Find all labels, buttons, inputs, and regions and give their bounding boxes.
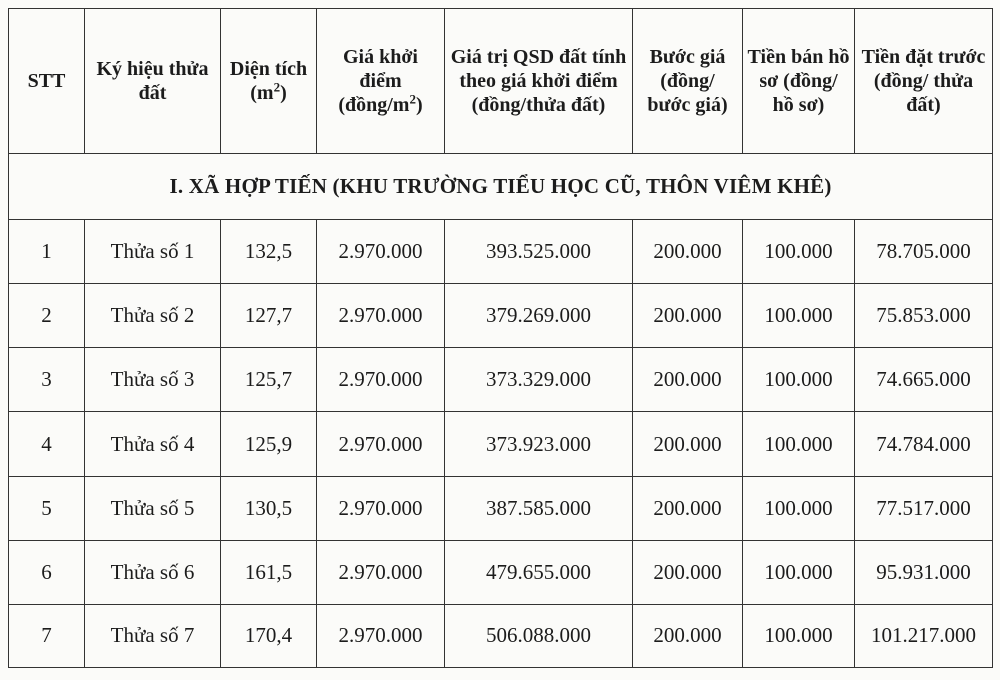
cell-gia-tri-qsd: 379.269.000: [445, 284, 633, 348]
header-row: [9, 9, 993, 154]
cell-ky-hieu: Thửa số 4: [85, 412, 221, 476]
header-dien-tich-unit: $(m^2)$: [250, 79, 287, 104]
cell-gia-khoi-diem: 2.970.000: [317, 348, 445, 412]
header-gia-khoi-diem-unit: $(đồng/m^2)$: [338, 91, 423, 116]
cell-gia-khoi-diem: 2.970.000: [317, 412, 445, 476]
table-row: [9, 348, 993, 412]
cell-gia-khoi-diem: 2.970.000: [317, 476, 445, 540]
table-row: [9, 412, 993, 476]
cell-gia-tri-qsd: 387.585.000: [445, 476, 633, 540]
cell-dien-tich: 125,9: [221, 412, 317, 476]
table-row: [9, 540, 993, 604]
cell-gia-tri-qsd: 373.329.000: [445, 348, 633, 412]
cell-tien-dat-truoc: 74.784.000: [855, 412, 993, 476]
header-ky-hieu: Ký hiệu thửa đất: [85, 9, 221, 154]
cell-ky-hieu: Thửa số 2: [85, 284, 221, 348]
header-tien-ban-ho-so: Tiền bán hồ sơ (đồng/ hồ sơ): [743, 9, 855, 154]
cell-tien-dat-truoc: 101.217.000: [855, 604, 993, 667]
cell-buoc-gia: 200.000: [633, 476, 743, 540]
cell-tien-ban-ho-so: 100.000: [743, 604, 855, 667]
cell-stt: 7: [9, 604, 85, 667]
land-auction-table: [8, 8, 993, 668]
header-stt: STT: [9, 9, 85, 154]
header-buoc-gia: Bước giá (đồng/ bước giá): [633, 9, 743, 154]
cell-tien-ban-ho-so: 100.000: [743, 476, 855, 540]
cell-tien-dat-truoc: 74.665.000: [855, 348, 993, 412]
cell-dien-tich: 127,7: [221, 284, 317, 348]
section-row: [9, 154, 993, 220]
cell-dien-tich: 125,7: [221, 348, 317, 412]
cell-dien-tich: 161,5: [221, 540, 317, 604]
cell-gia-tri-qsd: 506.088.000: [445, 604, 633, 667]
header-gia-khoi-diem-label: Giá khởi điểm: [343, 46, 418, 92]
cell-gia-khoi-diem: 2.970.000: [317, 540, 445, 604]
cell-dien-tich: 130,5: [221, 476, 317, 540]
cell-gia-khoi-diem: 2.970.000: [317, 604, 445, 667]
cell-buoc-gia: 200.000: [633, 540, 743, 604]
cell-gia-tri-qsd: 393.525.000: [445, 220, 633, 284]
header-tien-dat-truoc: Tiền đặt trước (đồng/ thửa đất): [855, 9, 993, 154]
table-row: [9, 604, 993, 667]
table-row: [9, 284, 993, 348]
cell-dien-tich: 132,5: [221, 220, 317, 284]
cell-stt: 3: [9, 348, 85, 412]
cell-gia-tri-qsd: 479.655.000: [445, 540, 633, 604]
cell-stt: 6: [9, 540, 85, 604]
cell-buoc-gia: 200.000: [633, 348, 743, 412]
cell-tien-dat-truoc: 95.931.000: [855, 540, 993, 604]
cell-tien-ban-ho-so: 100.000: [743, 284, 855, 348]
cell-ky-hieu: Thửa số 5: [85, 476, 221, 540]
cell-stt: 2: [9, 284, 85, 348]
header-gia-tri-qsd: Giá trị QSD đất tính theo giá khởi điểm (đồng/thửa đất): [445, 9, 633, 154]
cell-tien-dat-truoc: 75.853.000: [855, 284, 993, 348]
cell-gia-tri-qsd: 373.923.000: [445, 412, 633, 476]
header-gia-khoi-diem: [317, 9, 445, 154]
cell-tien-ban-ho-so: 100.000: [743, 540, 855, 604]
cell-buoc-gia: 200.000: [633, 284, 743, 348]
cell-stt: 4: [9, 412, 85, 476]
section-title: I. XÃ HỢP TIẾN (KHU TRƯỜNG TIỂU HỌC CŨ, THÔN VIÊM KHÊ): [9, 154, 993, 220]
cell-gia-khoi-diem: 2.970.000: [317, 284, 445, 348]
table-row: [9, 220, 993, 284]
header-dien-tich: [221, 9, 317, 154]
table-row: [9, 476, 993, 540]
cell-buoc-gia: 200.000: [633, 604, 743, 667]
cell-tien-ban-ho-so: 100.000: [743, 348, 855, 412]
cell-ky-hieu: Thửa số 7: [85, 604, 221, 667]
cell-buoc-gia: 200.000: [633, 412, 743, 476]
cell-tien-ban-ho-so: 100.000: [743, 412, 855, 476]
cell-buoc-gia: 200.000: [633, 220, 743, 284]
cell-tien-dat-truoc: 78.705.000: [855, 220, 993, 284]
cell-dien-tich: 170,4: [221, 604, 317, 667]
header-dien-tich-label: Diện tích: [229, 58, 308, 80]
cell-tien-dat-truoc: 77.517.000: [855, 476, 993, 540]
cell-ky-hieu: Thửa số 3: [85, 348, 221, 412]
cell-ky-hieu: Thửa số 6: [85, 540, 221, 604]
cell-stt: 5: [9, 476, 85, 540]
cell-stt: 1: [9, 220, 85, 284]
cell-gia-khoi-diem: 2.970.000: [317, 220, 445, 284]
cell-ky-hieu: Thửa số 1: [85, 220, 221, 284]
cell-tien-ban-ho-so: 100.000: [743, 220, 855, 284]
